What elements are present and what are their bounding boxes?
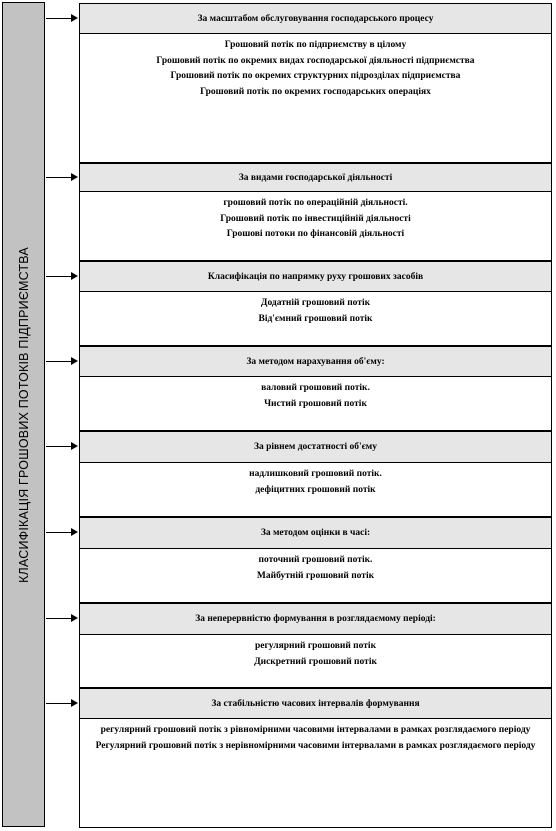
section-item: Регулярний грошовий потік з нерівномірними часовими інтервалами в рамках розглядаємого періоду: [95, 740, 536, 751]
section-item: Чистий грошовий потік: [264, 398, 367, 409]
section-item: Майбутній грошовий потік: [256, 570, 375, 581]
section-body-direction: [79, 292, 552, 346]
section-item: Грошовий потік по інвестиційній діяльності: [220, 213, 411, 224]
connector-arrow-direction: [46, 272, 78, 282]
section-item: дефіцитних грошовий потік: [255, 484, 376, 495]
section-item: валовий грошовий потік.: [261, 383, 370, 393]
section-header-stability: За стабільністю часових інтервалів формування: [79, 688, 552, 719]
section-item: Від'ємний грошовий потік: [258, 313, 373, 324]
section-body-stability: [79, 719, 552, 828]
section-body-scale: [79, 34, 552, 163]
section-item: Грошовий потік по окремих структурних підрозділах підприємства: [170, 71, 461, 81]
section-header-activity: За видами господарської діяльності: [79, 163, 552, 192]
section-body-accrual: [79, 377, 552, 431]
section-header-sufficiency: За рівнем достатності об'єму: [79, 431, 552, 463]
section-header-direction: Класифікація по напрямку руху грошових засобів: [79, 261, 552, 292]
section-item: регулярний грошовий потік з рівномірними часовими інтервалами в рамках розглядаємого періоду: [100, 725, 531, 735]
section-body-activity: [79, 192, 552, 261]
section-item: Грошовий потік по окремих господарських операціях: [200, 86, 431, 97]
section-item: Грошовий потік по підприємству в цілому: [224, 40, 407, 50]
connector-arrow-stability: [46, 699, 78, 709]
section-header-scale: За масштабом обслуговування господарського процесу: [79, 3, 552, 34]
section-body-continuity: [79, 635, 552, 688]
section-item: регулярний грошовий потік: [254, 641, 377, 651]
section-item: грошовий потік по операційній діяльності.: [223, 198, 408, 208]
sidebar-title: КЛАСИФІКАЦІЯ ГРОШОВИХ ПОТОКІВ ПІДПРИЄМСТВА: [16, 246, 31, 583]
classification-sidebar: [2, 2, 45, 827]
section-item: Грошові потоки по фінансовій діяльності: [226, 229, 405, 239]
connector-arrow-activity: [46, 173, 78, 183]
section-item: надлишковий грошовий потік.: [249, 469, 382, 479]
section-body-sufficiency: [79, 463, 552, 517]
connector-arrow-continuity: [46, 614, 78, 624]
connector-arrow-scale: [46, 14, 78, 24]
section-body-time-valuation: [79, 549, 552, 603]
section-header-accrual: За методом нарахування об'єму:: [79, 346, 552, 377]
section-item: поточний грошовий потік.: [258, 555, 373, 565]
section-item: Грошовий потік по окремих видах господарської діяльності підприємства: [156, 55, 475, 66]
connector-arrow-accrual: [46, 357, 78, 367]
section-header-time-valuation: За методом оцінки в часі:: [79, 517, 552, 549]
section-item: Додатній грошовий потік: [260, 298, 371, 308]
section-item: Дискретний грошовий потік: [254, 656, 377, 667]
connector-arrow-sufficiency: [46, 442, 78, 452]
section-header-continuity: За неперервністю формування в розглядаємому періоді:: [79, 603, 552, 635]
connector-arrow-time-valuation: [46, 528, 78, 538]
